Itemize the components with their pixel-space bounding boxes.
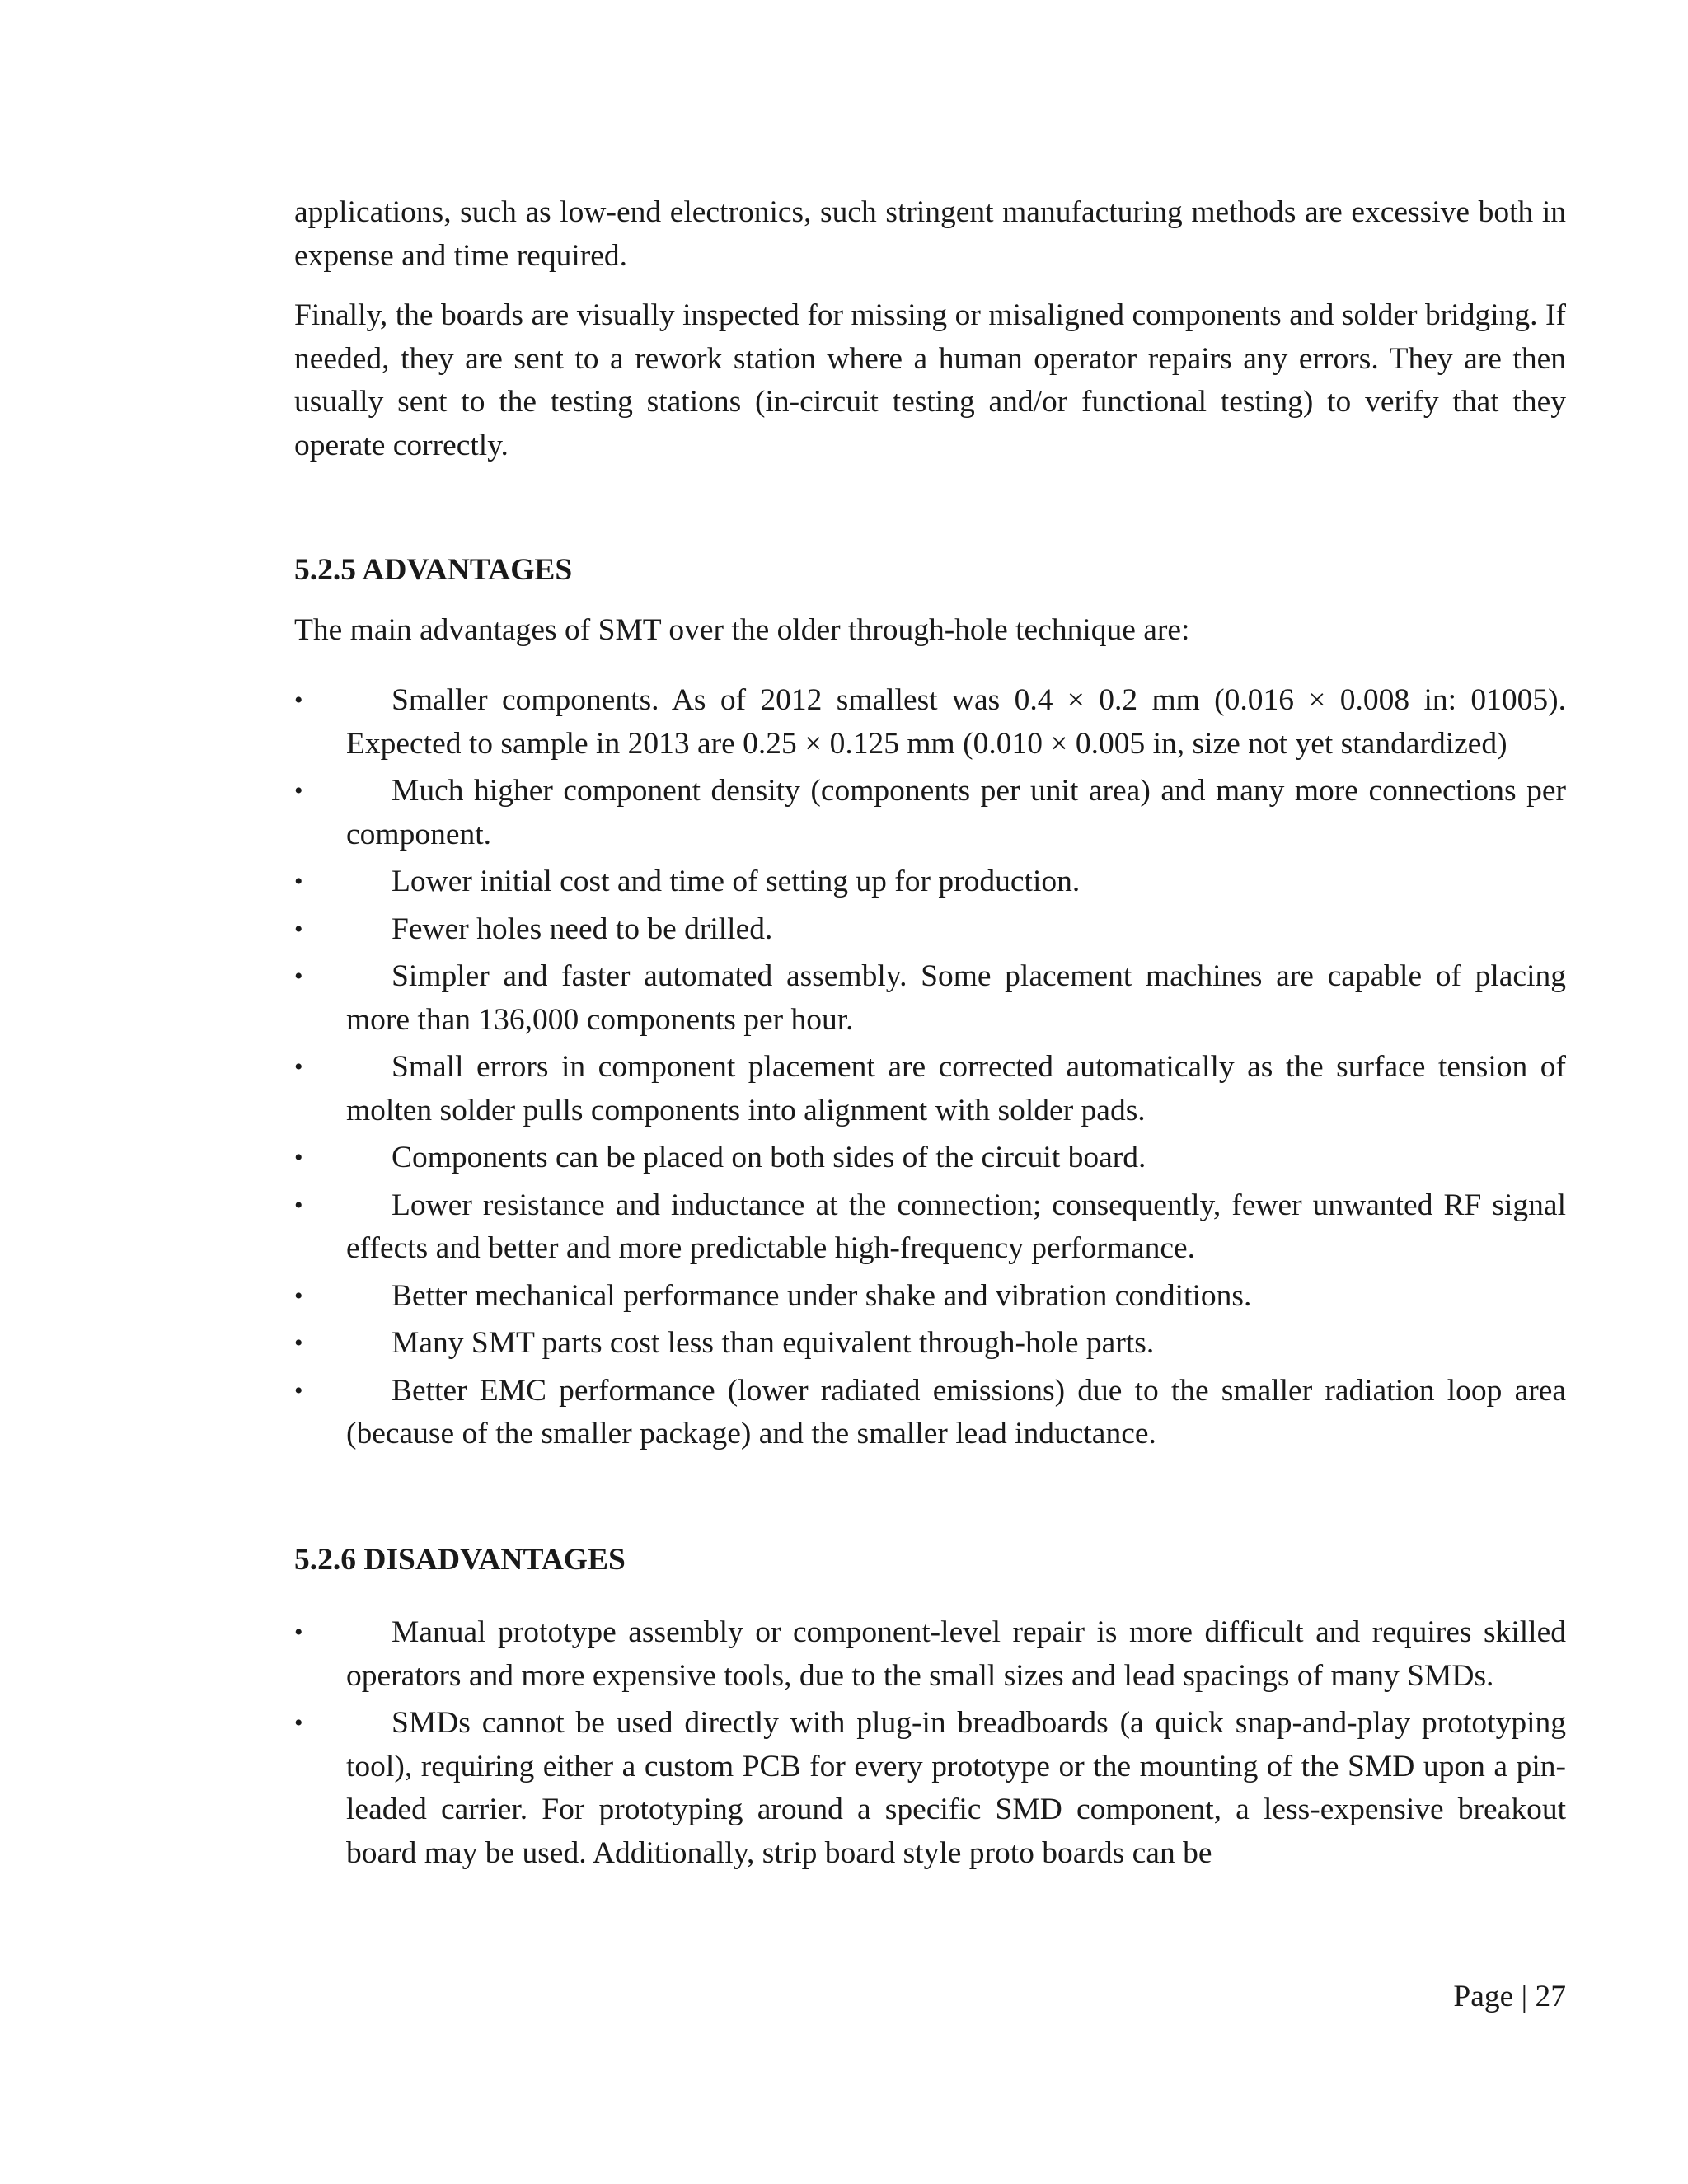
- document-page: [294, 191, 1566, 1879]
- list-item: [294, 1611, 1566, 1698]
- page-number: Page | 27: [1453, 1980, 1566, 2013]
- list-item: [294, 770, 1566, 856]
- bullet-icon: •: [294, 963, 303, 990]
- bullet-icon: •: [294, 1282, 303, 1310]
- list-item-text: Components can be placed on both sides of the circuit board.: [392, 1141, 1146, 1174]
- list-item-text: Much higher component density (components per unit area) and many more connections per component.: [346, 774, 1566, 851]
- paragraph-inspection: Finally, the boards are visually inspected for missing or misaligned components and solder bridging. If needed, they are sent to a rework station where a human operator repairs any errors. They are then usually sent to the testing stations (in-circuit testing and/or functional testing) to verify that they operate correctly.: [294, 298, 1566, 462]
- section-heading-advantages: 5.2.5 ADVANTAGES: [294, 553, 573, 587]
- bullet-icon: •: [294, 1376, 303, 1404]
- bullet-icon: •: [294, 1709, 303, 1736]
- list-item: [294, 860, 1566, 904]
- list-item-text: SMDs cannot be used directly with plug-in breadboards (a quick snap-and-play prototyping tool), requiring either a custom PCB for every prototype or the mounting of the SMD upon a pin-leaded carrier. For prototyping around a specific SMD component, a less-expensive breakout board may be used. Additionally, strip board style proto boards can be: [346, 1706, 1566, 1870]
- list-item: [294, 1370, 1566, 1456]
- list-item: [294, 1702, 1566, 1875]
- list-item: [294, 1275, 1566, 1319]
- bullet-icon: •: [294, 1329, 303, 1357]
- list-item-text: Lower resistance and inductance at the connection; consequently, fewer unwanted RF signal effects and better and more predictable high-frequency performance.: [346, 1188, 1566, 1265]
- bullet-icon: •: [294, 868, 303, 895]
- list-item: [294, 955, 1566, 1042]
- advantages-list: [294, 679, 1566, 1456]
- bullet-icon: •: [294, 1144, 303, 1171]
- list-item-text: Lower initial cost and time of setting up for production.: [392, 865, 1081, 898]
- list-item-text: Many SMT parts cost less than equivalent through-hole parts.: [392, 1326, 1155, 1360]
- list-item-text: Simpler and faster automated assembly. Some placement machines are capable of placing more than 136,000 components per hour.: [346, 959, 1566, 1037]
- bullet-icon: •: [294, 915, 303, 943]
- section-heading-disadvantages: 5.2.6 DISADVANTAGES: [294, 1542, 626, 1577]
- list-item: [294, 1137, 1566, 1180]
- list-item-text: Smaller components. As of 2012 smallest was 0.4 × 0.2 mm (0.016 × 0.008 in: 01005). Expected to sample in 2013 are 0.25 × 0.125 mm (0.010 × 0.005 in, size not yet standardized): [346, 683, 1566, 761]
- bullet-icon: •: [294, 1053, 303, 1080]
- list-item-text: Better EMC performance (lower radiated emissions) due to the smaller radiation loop area (because of the smaller package) and the smaller lead inductance.: [346, 1373, 1566, 1451]
- list-item-text: Manual prototype assembly or component-level repair is more difficult and requires skilled operators and more expensive tools, due to the small sizes and lead spacings of many SMDs.: [346, 1615, 1566, 1693]
- advantages-intro: The main advantages of SMT over the older through-hole technique are:: [294, 612, 1190, 647]
- bullet-icon: •: [294, 1619, 303, 1646]
- list-item: [294, 1184, 1566, 1271]
- paragraph-intro-continued: applications, such as low-end electronics, such stringent manufacturing methods are excessive both in expense and time required.: [294, 195, 1566, 273]
- bullet-icon: •: [294, 1191, 303, 1219]
- list-item: [294, 679, 1566, 766]
- list-item: [294, 1046, 1566, 1132]
- disadvantages-list: [294, 1611, 1566, 1875]
- list-item-text: Small errors in component placement are corrected automatically as the surface tension of molten solder pulls components into alignment with solder pads.: [346, 1050, 1566, 1127]
- list-item-text: Better mechanical performance under shake and vibration conditions.: [392, 1278, 1252, 1313]
- bullet-icon: •: [294, 777, 303, 804]
- list-item: [294, 908, 1566, 952]
- list-item-text: Fewer holes need to be drilled.: [392, 912, 773, 946]
- list-item: [294, 1322, 1566, 1366]
- bullet-icon: •: [294, 687, 303, 714]
